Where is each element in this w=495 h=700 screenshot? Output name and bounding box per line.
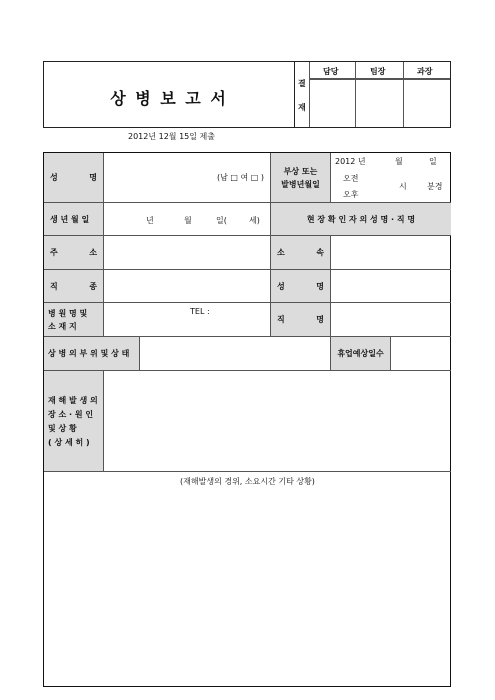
label-hospital: 병 원 명 및 소 재 지 — [44, 303, 104, 337]
approval-side-label: 재 — [298, 103, 306, 112]
description-area[interactable] — [44, 472, 451, 686]
description-note: (재해발생의 경위, 소요시간 기타 상황) — [180, 477, 315, 486]
birth-date-field[interactable]: 년 월 일( 세) — [104, 203, 271, 236]
title-box — [43, 61, 295, 128]
approval-col-team-lead: 팀장 — [370, 67, 386, 76]
expected-leave-days-field[interactable] — [391, 337, 451, 371]
gender-checkboxes[interactable]: (남 □ 여 □ ) — [217, 173, 264, 182]
label-affiliation: 소 속 — [271, 236, 331, 270]
label-injury-date: 부상 또는 발병년월일 — [271, 153, 331, 203]
accident-details-field[interactable] — [104, 371, 451, 472]
injury-part-field[interactable] — [140, 337, 331, 371]
job-type-field[interactable] — [104, 270, 271, 303]
report-form — [43, 152, 451, 687]
submit-date: 2012년 12월 15일 제출 — [128, 132, 215, 141]
injury-date-field[interactable]: 2012 년 월 일 오전 오후 시 분경 — [331, 153, 451, 203]
label-name: 성 명 — [44, 153, 104, 203]
hospital-tel: TEL : — [190, 307, 210, 316]
label-witness-job: 직 명 — [271, 303, 331, 337]
hospital-field[interactable] — [104, 303, 271, 337]
approval-box — [294, 61, 451, 128]
label-injury-part: 상 병 의 부 위 및 상 태 — [44, 337, 140, 371]
label-address: 주 소 — [44, 236, 104, 270]
witness-name-field[interactable] — [331, 270, 451, 303]
label-accident-details: 재 해 발 생 의 장 소 · 원 인 및 상 황 ( 상 세 히 ) — [44, 371, 104, 472]
name-field[interactable] — [104, 153, 271, 203]
address-field[interactable] — [104, 236, 271, 270]
witness-job-field[interactable] — [331, 303, 451, 337]
page-title: 상 병 보 고 서 — [110, 89, 228, 108]
label-witness-header: 현 장 확 인 자 의 성 명 · 직 명 — [271, 203, 451, 236]
approval-col-manager: 과장 — [417, 67, 433, 76]
approval-side-label: 결 — [298, 79, 306, 88]
label-expected-leave-days: 휴업예상일수 — [331, 337, 391, 371]
label-witness-name: 성 명 — [271, 270, 331, 303]
approval-col-staff: 담당 — [323, 67, 339, 76]
label-job-type: 직 종 — [44, 270, 104, 303]
label-birth-date: 생 년 월 일 — [44, 203, 104, 236]
affiliation-field[interactable] — [331, 236, 451, 270]
